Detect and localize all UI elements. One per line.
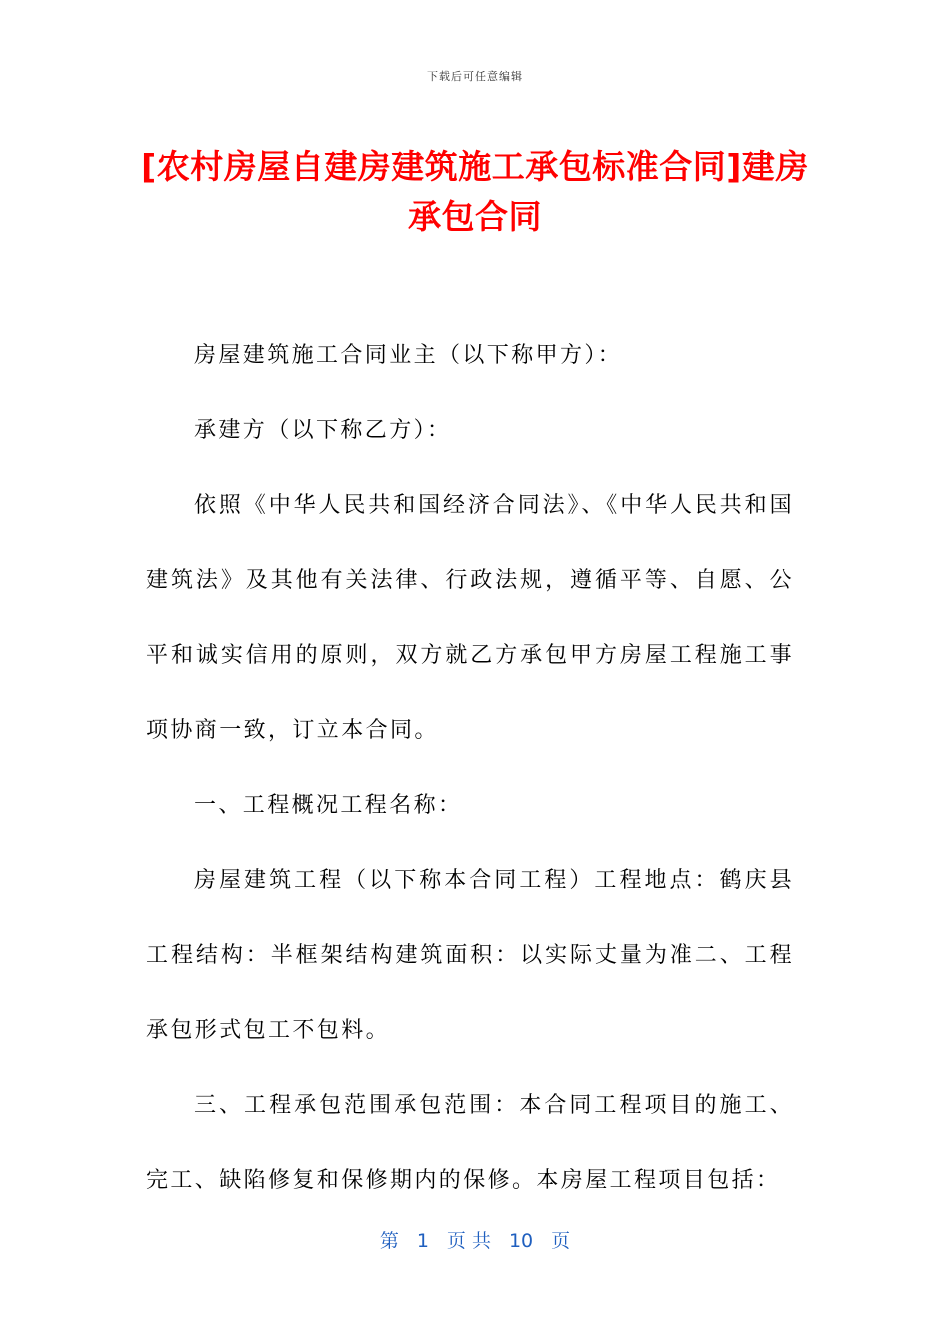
paragraph-party-a: 房屋建筑施工合同业主（以下称甲方）： <box>194 343 623 368</box>
paragraph-project-details: 房屋建筑工程（以下称本合同工程）工程地点：鹤庆县工程结构：半框架结构建筑面积：以实际丈量为准二、工程承包形式包工不包料。 <box>146 868 794 1043</box>
document-title: [农村房屋自建房建筑施工承包标准合同]建房承包合同 <box>141 147 809 236</box>
footer-total-pages: 10 <box>508 1230 534 1252</box>
document-body <box>146 318 794 1218</box>
footer-page-suffix: 页 <box>551 1230 571 1252</box>
page-footer <box>0 1226 950 1253</box>
footer-page-prefix: 第 <box>379 1230 399 1252</box>
paragraph-section-three: 三、工程承包范围承包范围：本合同工程项目的施工、完工、缺陷修复和保修期内的保修。本房屋工程项目包括： <box>146 1093 794 1193</box>
paragraph-section-one: 一、工程概况工程名称： <box>194 793 463 818</box>
paragraph-party-b: 承建方（以下称乙方）： <box>194 418 452 443</box>
paragraph-legal-basis: 依照《中华人民共和国经济合同法》、《中华人民共和国建筑法》及其他有关法律、行政法规，遵循平等、自愿、公平和诚实信用的原则，双方就乙方承包甲方房屋工程施工事项协商一致，订立本合同。 <box>146 493 794 743</box>
footer-page-middle: 页 共 <box>446 1230 491 1252</box>
footer-current-page: 1 <box>416 1230 429 1252</box>
header-note: 下载后可任意编辑 <box>427 70 523 83</box>
